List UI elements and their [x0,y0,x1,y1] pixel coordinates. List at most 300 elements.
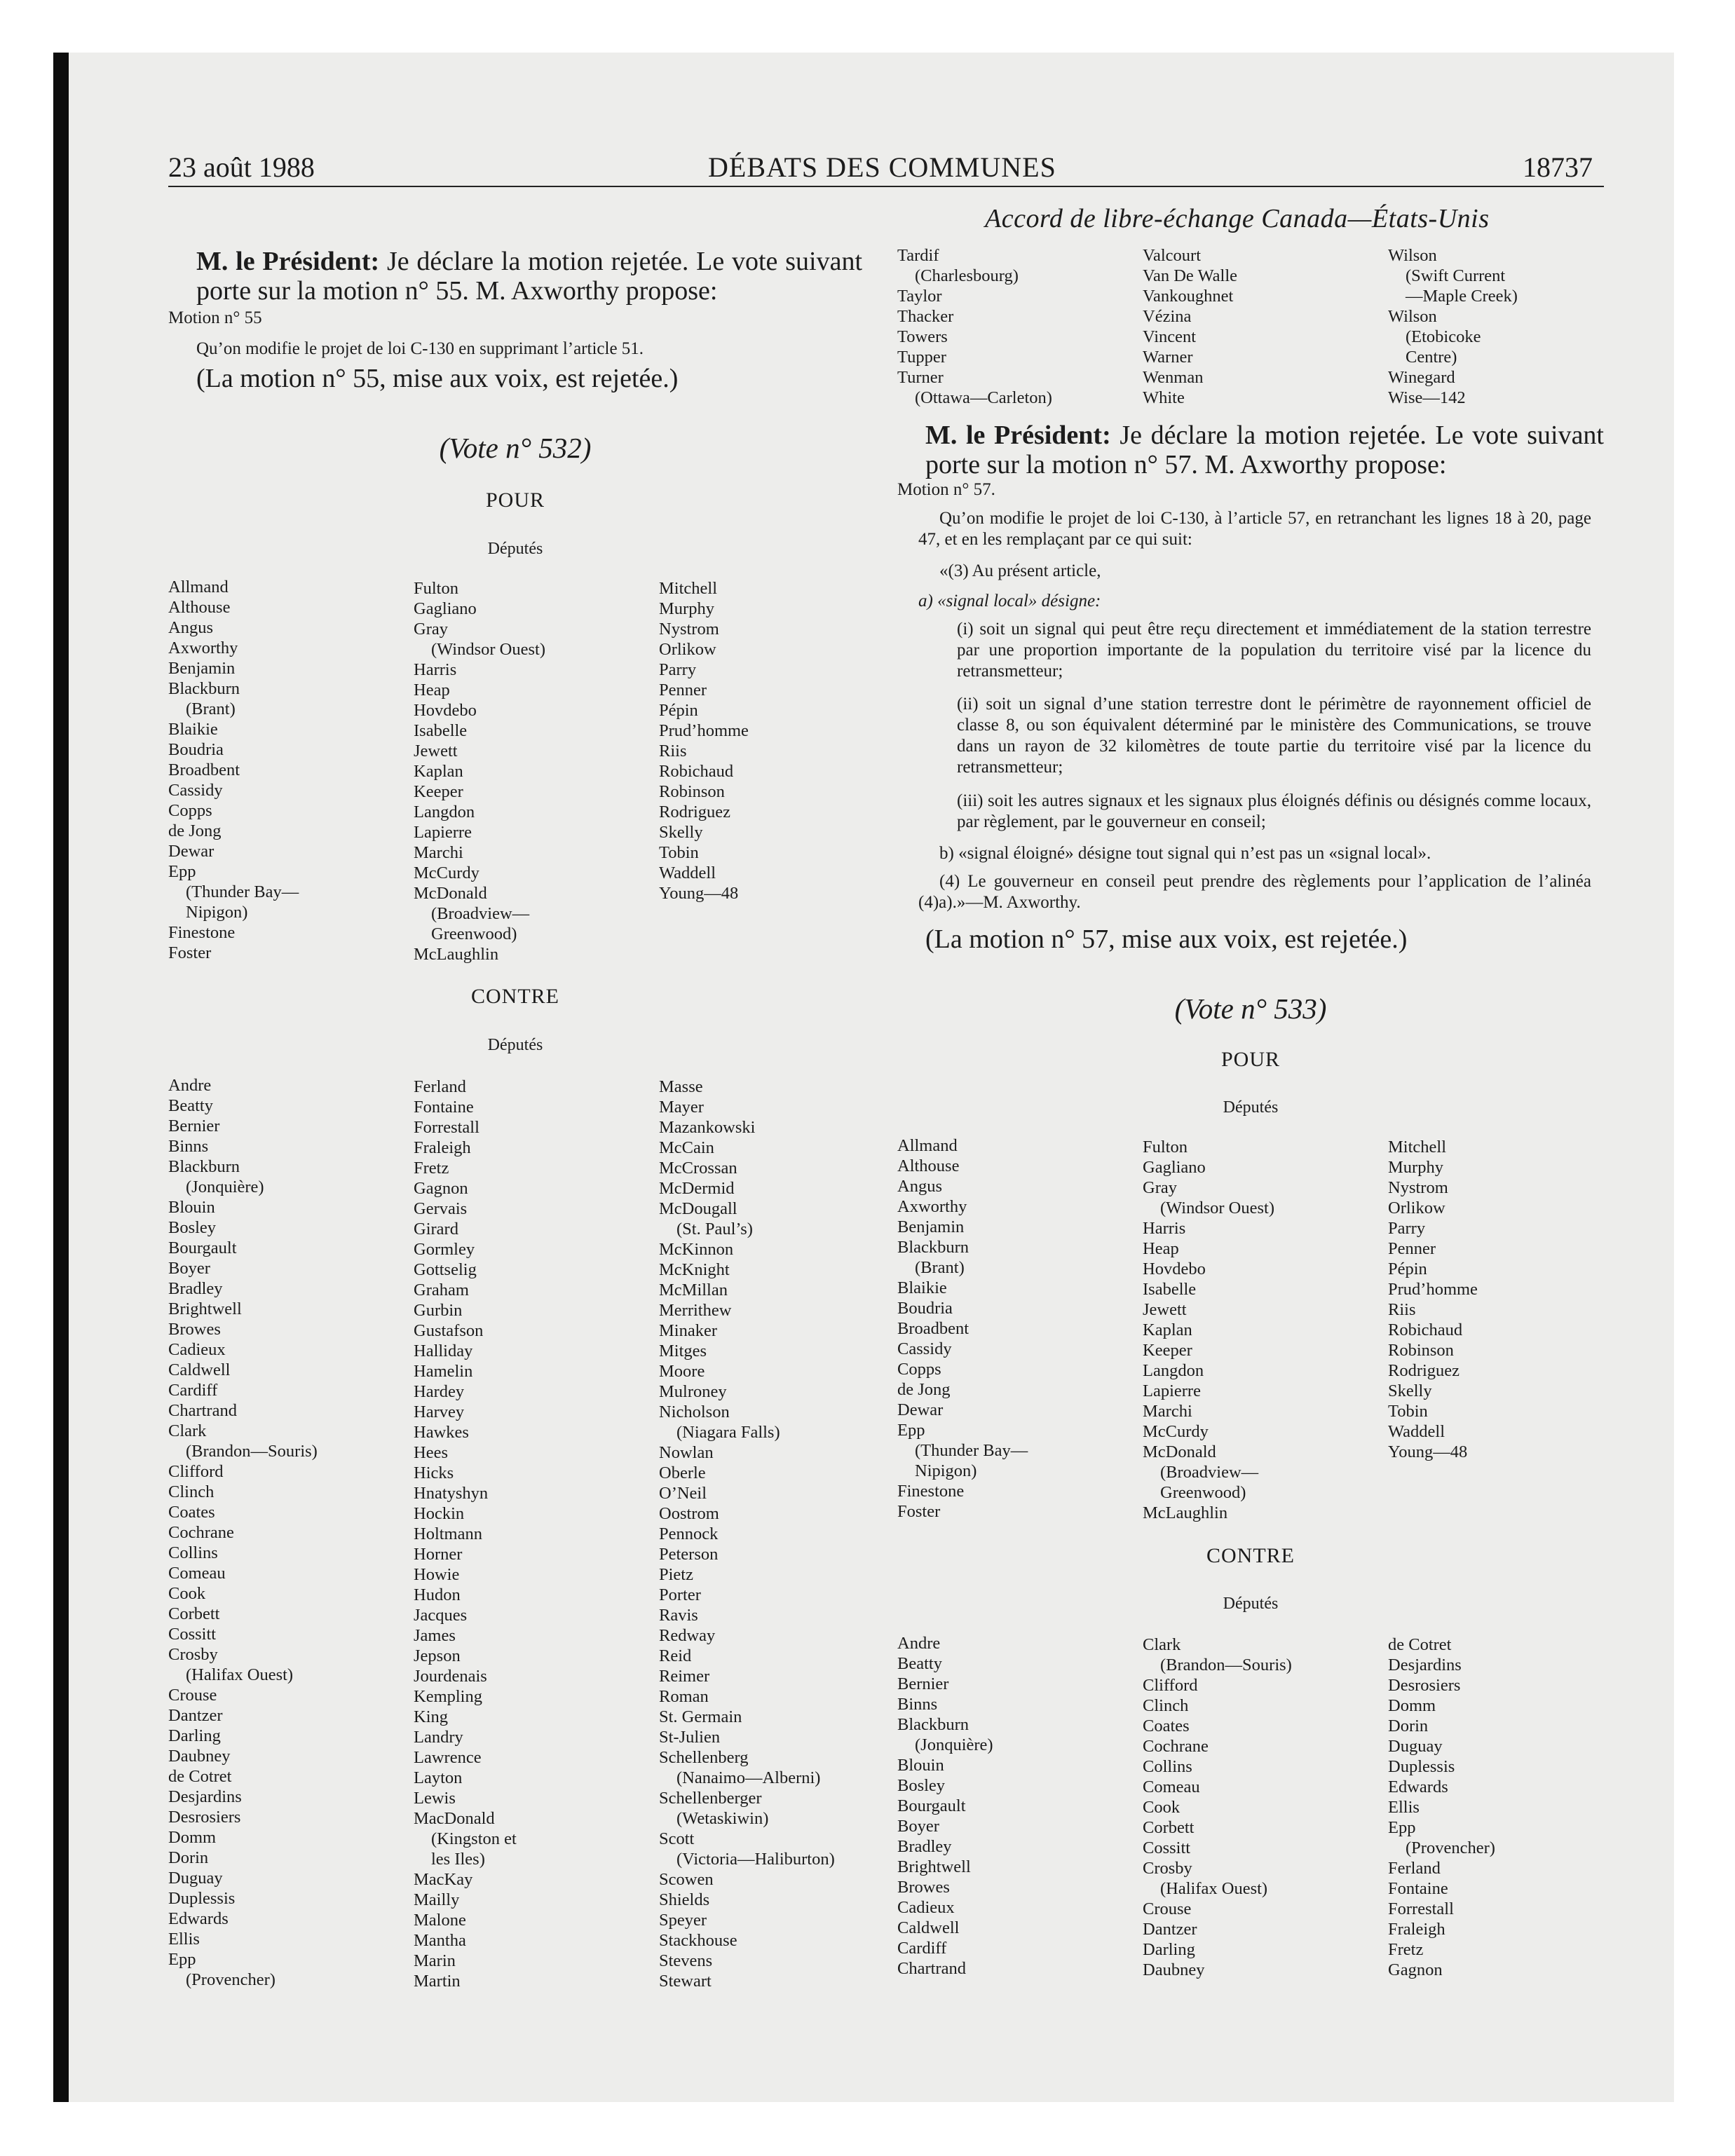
member-name: Hockin [414,1504,465,1523]
member-name: Edwards [1388,1778,1448,1796]
member-name: de Jong [168,821,222,840]
member-name: Heap [414,681,450,700]
member-name: Bradley [897,1837,952,1856]
member-name: Hardey [414,1382,465,1401]
member-name: (Swift Current [1406,266,1506,285]
member-name: Graham [414,1281,469,1299]
member-name: (Halifax Ouest) [186,1665,294,1684]
member-name: Isabelle [414,721,468,740]
member-name: Greenwood) [431,925,517,943]
member-name: Porter [659,1585,701,1604]
member-name: Browes [897,1878,950,1897]
motion-result: (La motion n° 55, mise aux voix, est rejetée.) [196,364,679,393]
deputes-heading: Députés [1223,1098,1279,1117]
member-name: Gray [414,620,448,639]
member-name: Hudon [414,1585,461,1604]
member-name: Van De Walle [1143,266,1238,285]
member-name: Foster [168,943,212,962]
member-name: Duplessis [168,1889,236,1908]
member-name: Cassidy [168,781,223,800]
pour-heading: POUR [485,489,545,512]
member-name: Marchi [1143,1402,1192,1421]
member-name: Blaikie [168,720,218,739]
member-name: Pépin [1388,1260,1427,1278]
pour-heading: POUR [1220,1048,1281,1071]
member-name: Gormley [414,1240,475,1259]
member-name: Stevens [659,1951,713,1970]
member-name: Riis [1388,1300,1416,1319]
member-name: Bosley [897,1776,946,1795]
member-name: Marin [414,1951,456,1970]
member-name: Finestone [897,1482,965,1501]
member-name: Layton [414,1768,463,1787]
member-name: Fretz [1388,1940,1424,1959]
member-name: Cook [1143,1798,1181,1817]
member-name: Robinson [1388,1341,1454,1360]
member-name: (Brandon—Souris) [186,1442,318,1461]
member-name: O’Neil [659,1484,707,1503]
member-name: Reid [659,1646,692,1665]
member-name: Comeau [1143,1778,1200,1796]
member-name: Ravis [659,1606,698,1625]
deputes-heading: Députés [1223,1595,1279,1613]
member-name: (Windsor Ouest) [431,640,545,659]
member-name: Benjamin [897,1217,965,1236]
member-name: Clinch [168,1482,215,1501]
member-name: Redway [659,1626,716,1645]
member-name: Skelly [659,823,703,842]
member-name: Blackburn [168,1157,240,1176]
member-name: Boyer [168,1259,210,1278]
member-name: Robichaud [659,762,734,781]
member-name: McCurdy [414,864,479,882]
member-name: Dewar [168,842,215,861]
member-name: Robichaud [1388,1321,1463,1339]
member-name: Benjamin [168,659,236,678]
member-name: Parry [1388,1219,1426,1238]
member-name: Bernier [897,1674,949,1693]
member-name: Harris [1143,1219,1186,1238]
member-name: Vankoughnet [1143,287,1234,306]
member-name: McLaughlin [1143,1503,1228,1522]
vote-532-pour-col-1 [168,577,299,963]
vote-532-contre-col-2 [414,1077,517,1991]
member-name: Chartrand [168,1401,237,1420]
member-name: Reimer [659,1667,710,1686]
member-name: Daubney [168,1747,231,1766]
member-name: Blaikie [897,1278,947,1297]
member-name: Keeper [1143,1341,1192,1360]
motion-text: b) «signal éloigné» désigne tout signal qui n’est pas un «signal local». [939,844,1431,863]
member-name: Althouse [897,1157,960,1175]
member-name: Hees [414,1443,448,1462]
member-name: Turner [897,368,944,387]
member-name: Jourdenais [414,1667,487,1686]
member-name: Dantzer [168,1706,223,1725]
speaker-paragraph-right [925,421,1604,479]
member-name: (Niagara Falls) [676,1423,780,1442]
motion-result: (La motion n° 57, mise aux voix, est rejetée.) [925,925,1408,954]
vote-532-pour-col-3 [659,578,749,903]
member-name: Jepson [414,1646,461,1665]
speaker-name: M. le Président: [196,247,380,276]
member-name: James [414,1626,456,1645]
member-name: Blackburn [897,1238,969,1257]
member-name: Tupper [897,348,946,367]
member-name: de Cotret [1388,1635,1452,1654]
member-name: (Brant) [915,1258,965,1277]
member-name: Hnatyshyn [414,1484,489,1503]
member-name: McKinnon [659,1240,734,1259]
member-name: Allmand [168,578,229,596]
member-name: McDougall [659,1199,737,1218]
speaker-text: Je déclare la motion rejetée. Le vote suivant porte sur la motion n° 55. M. Axworthy propose: [196,247,862,306]
member-name: Cossitt [168,1625,217,1644]
member-name: (Provencher) [186,1970,275,1989]
member-name: Althouse [168,598,231,617]
member-name: Wilson [1388,246,1437,265]
member-name: Tobin [1388,1402,1428,1421]
member-name: Vézina [1143,307,1192,326]
member-name: Parry [659,660,697,679]
member-name: Fulton [1143,1138,1188,1157]
member-name: Mitchell [659,579,718,598]
member-name: King [414,1707,448,1726]
motion-text: (iii) soit les autres signaux et les signaux plus éloignés définis ou désignés comme locaux, par règlement, par le gouverneur en conseil; [957,791,1591,831]
header-date: 23 août 1988 [168,151,315,183]
member-name: Brightwell [168,1299,242,1318]
vote-532-contre-col-3 [659,1077,835,1991]
member-name: Gottselig [414,1260,477,1279]
motion-text: Qu’on modifie le projet de loi C-130 en supprimant l’article 51. [196,339,644,358]
motion-text: Qu’on modifie le projet de loi C-130, à l’article 57, en retranchant les lignes 18 à 20, page 47, et en les remplaçant par ce qui suit: [918,509,1591,549]
member-name: Gagliano [414,599,477,618]
member-name: Girard [414,1220,458,1239]
member-name: Cochrane [1143,1737,1209,1756]
member-name: Mailly [414,1890,460,1909]
member-name: Hicks [414,1464,454,1482]
member-name: Greenwood) [1160,1483,1246,1502]
deputes-heading: Députés [487,540,543,558]
member-name: St. Germain [659,1707,742,1726]
member-name: Broadbent [897,1319,969,1338]
member-name: Binns [168,1137,209,1156]
member-name: Clark [1143,1635,1181,1654]
member-name: (St. Paul’s) [676,1220,753,1239]
member-name: Nipigon) [186,903,248,922]
member-name: Pietz [659,1565,693,1584]
member-name: Halliday [414,1342,473,1360]
member-name: Fraleigh [414,1138,471,1157]
member-name: Cardiff [897,1939,947,1958]
member-name: Crosby [168,1645,218,1664]
motion-text: «(3) Au présent article, [939,561,1101,580]
member-name: Stackhouse [659,1931,737,1950]
member-name: Oberle [659,1464,706,1482]
vote-number: (Vote n° 533) [1174,992,1327,1025]
member-name: Ferland [1388,1859,1441,1878]
member-name: Lapierre [414,823,472,842]
member-name: Mulroney [659,1382,727,1401]
member-name: Roman [659,1687,709,1706]
member-name: Waddell [659,864,716,882]
member-name: Mitchell [1388,1138,1447,1157]
member-name: Ellis [1388,1798,1420,1817]
member-name: Centre) [1406,348,1457,367]
member-name: Wise—142 [1388,388,1466,407]
member-name: (Jonquière) [186,1178,264,1196]
member-name: Gagnon [1388,1960,1443,1979]
member-name: Forrestall [1388,1899,1454,1918]
member-name: Gagnon [414,1179,468,1198]
member-name: McKnight [659,1260,730,1279]
member-name: Axworthy [168,639,238,657]
member-name: MacDonald [414,1809,495,1828]
member-name: Darling [168,1726,221,1745]
member-name: Copps [168,801,212,820]
member-name: Coates [168,1503,215,1522]
member-name: —Maple Creek) [1406,287,1518,306]
member-name: Tardif [897,246,939,265]
vote-532-pour-col-2 [414,578,545,964]
member-name: Langdon [414,803,475,821]
member-name: Brightwell [897,1857,971,1876]
member-name: Epp [168,1950,196,1969]
member-name: Harris [414,660,457,679]
member-name: Nipigon) [915,1461,977,1480]
member-name: Martin [414,1972,461,1991]
member-name: (Windsor Ouest) [1160,1199,1274,1217]
member-name: Malone [414,1911,466,1930]
speaker-paragraph-left [196,247,862,306]
member-name: Mazankowski [659,1118,756,1137]
member-name: Harvey [414,1403,465,1421]
contre-cont-col-2 [1143,245,1237,408]
member-name: St-Julien [659,1728,721,1747]
member-name: Lewis [414,1789,456,1808]
member-name: Bradley [168,1279,223,1298]
member-name: Binns [897,1695,938,1714]
member-name: (Etobicoke [1406,327,1481,346]
member-name: de Cotret [168,1767,232,1786]
vote-533-contre-col-1 [897,1633,993,1979]
member-name: Epp [1388,1818,1416,1837]
member-name: Crosby [1143,1859,1192,1878]
vote-533-pour-col-2 [1143,1137,1274,1523]
member-name: Clifford [1143,1676,1198,1695]
member-name: Holtmann [414,1524,482,1543]
member-name: Thacker [897,307,954,326]
member-name: (Brandon—Souris) [1160,1656,1292,1674]
member-name: Mitges [659,1342,707,1360]
member-name: Comeau [168,1564,226,1583]
member-name: Bourgault [168,1239,237,1257]
member-name: White [1143,388,1185,407]
member-name: McDermid [659,1179,735,1198]
member-name: McCain [659,1138,714,1157]
member-name: Wenman [1143,368,1204,387]
member-name: Rodriguez [659,803,731,821]
motion-text: a) «signal local» désigne: [918,592,1101,610]
member-name: Mantha [414,1931,466,1950]
member-name: Jewett [1143,1300,1187,1319]
motion-text: (ii) soit un signal d’une station terrestre dont le périmètre de rayonnement officiel de classe 8, ou son équivalent déterminé par le ministère des Communications, se trouve dans un rayon de 32 kilomètres de toute partie du territoire visé par la licence du retransmetteur; [957,695,1591,777]
member-name: Schellenberger [659,1789,762,1808]
member-name: McMillan [659,1281,728,1299]
member-name: Speyer [659,1911,707,1930]
member-name: Finestone [168,923,236,942]
member-name: Gurbin [414,1301,463,1320]
member-name: Stewart [659,1972,712,1991]
running-head: Accord de libre-échange Canada—États-Unis [985,204,1490,233]
member-name: Domm [1388,1696,1436,1715]
member-name: Caldwell [168,1360,231,1379]
member-name: Blouin [168,1198,215,1217]
member-name: Murphy [659,599,714,618]
member-name: Clinch [1143,1696,1189,1715]
member-name: Duguay [168,1869,223,1888]
member-name: Domm [168,1828,217,1847]
member-name: Kaplan [414,762,463,781]
member-name: Ferland [414,1077,466,1096]
member-name: Foster [897,1502,941,1521]
member-name: Chartrand [897,1959,966,1978]
member-name: Landry [414,1728,463,1747]
member-name: Vincent [1143,327,1197,346]
vote-533-pour-col-3 [1388,1137,1478,1462]
member-name: MacKay [414,1870,473,1889]
header-page-number: 18737 [1523,151,1593,183]
member-name: Shields [659,1890,710,1909]
member-name: Gustafson [414,1321,484,1340]
member-name: Crouse [1143,1899,1192,1918]
member-name: Towers [897,327,948,346]
motion-label: Motion n° 55 [168,308,262,327]
member-name: (Kingston et [431,1829,517,1848]
member-name: Kaplan [1143,1321,1192,1339]
member-name: Orlikow [1388,1199,1445,1217]
member-name: Hamelin [414,1362,473,1381]
member-name: (Provencher) [1406,1838,1495,1857]
member-name: Rodriguez [1388,1361,1460,1380]
member-name: (Thunder Bay— [915,1441,1028,1460]
member-name: Prud’homme [1388,1280,1478,1299]
member-name: de Jong [897,1380,951,1399]
member-name: Marchi [414,843,463,862]
member-name: Broadbent [168,760,240,779]
contre-cont-col-1 [897,245,1052,408]
member-name: Boudria [168,740,224,759]
member-name: Darling [1143,1940,1195,1959]
member-name: Angus [168,618,213,637]
member-name: McDonald [414,884,487,903]
contre-heading: CONTRE [471,985,559,1008]
member-name: McCurdy [1143,1422,1209,1441]
member-name: Scowen [659,1870,714,1889]
member-name: Young—48 [659,884,739,903]
member-name: Gagliano [1143,1158,1206,1177]
motion-text: (i) soit un signal qui peut être reçu directement et immédiatement de la station terrestre par une proportion importante de la population du territoire visé par la licence du retransmetteur; [957,620,1591,681]
member-name: Hawkes [414,1423,469,1442]
member-name: Lapierre [1143,1381,1201,1400]
member-name: Waddell [1388,1422,1445,1441]
member-name: Dewar [897,1400,944,1419]
member-name: Murphy [1388,1158,1443,1177]
member-name: Jewett [414,742,458,760]
member-name: Tobin [659,843,699,862]
member-name: Skelly [1388,1381,1432,1400]
member-name: (Brant) [186,700,236,718]
member-name: Nicholson [659,1403,730,1421]
member-name: Fretz [414,1159,449,1178]
member-name: Langdon [1143,1361,1204,1380]
motion-text: (4) Le gouverneur en conseil peut prendre des règlements pour l’application de l’alinéa (4)a).»—M. Axworthy. [918,872,1591,912]
member-name: (Nanaimo—Alberni) [676,1768,821,1787]
member-name: Warner [1143,348,1193,367]
member-name: Browes [168,1320,221,1339]
member-name: Andre [168,1076,212,1095]
vote-number: (Vote n° 532) [439,432,592,464]
member-name: (Jonquière) [915,1735,993,1754]
member-name: McLaughlin [414,945,499,964]
member-name: Daubney [1143,1960,1205,1979]
member-name: Prud’homme [659,721,749,740]
member-name: Forrestall [414,1118,479,1137]
member-name: Blackburn [897,1715,969,1734]
member-name: Bernier [168,1117,220,1135]
member-name: Caldwell [897,1918,960,1937]
member-name: Taylor [897,287,942,306]
member-name: (Wetaskiwin) [676,1809,769,1828]
member-name: Heap [1143,1239,1179,1258]
member-name: Bosley [168,1218,217,1237]
member-name: Cochrane [168,1523,234,1542]
member-name: Edwards [168,1909,229,1928]
vote-532-contre-col-1 [168,1075,318,1990]
member-name: Dorin [1388,1717,1429,1735]
member-name: Duguay [1388,1737,1443,1756]
member-name: Boudria [897,1299,953,1318]
member-name: Fraleigh [1388,1920,1445,1939]
member-name: Riis [659,742,687,760]
member-name: Corbett [1143,1818,1195,1837]
member-name: Blackburn [168,679,240,698]
header-title: DÉBATS DES COMMUNES [708,151,1056,183]
member-name: Bourgault [897,1796,966,1815]
member-name: Andre [897,1634,941,1653]
member-name: Cossitt [1143,1838,1191,1857]
vote-533-contre-col-2 [1143,1635,1292,1980]
member-name: Blouin [897,1756,944,1775]
vote-533-pour-col-1 [897,1135,1028,1522]
member-name: Crouse [168,1686,217,1705]
member-name: Coates [1143,1717,1190,1735]
member-name: Cassidy [897,1339,952,1358]
member-name: Collins [168,1543,218,1562]
member-name: Fontaine [1388,1879,1448,1898]
member-name: Cadieux [897,1898,955,1917]
member-name: Hovdebo [1143,1260,1206,1278]
member-name: Pennock [659,1524,719,1543]
member-name: Dantzer [1143,1920,1197,1939]
member-name: (Halifax Ouest) [1160,1879,1268,1898]
member-name: (Thunder Bay— [186,882,299,901]
vote-533-contre-col-3 [1388,1635,1495,1980]
member-name: Minaker [659,1321,717,1340]
member-name: Nowlan [659,1443,714,1462]
member-name: Nystrom [659,620,719,639]
member-name: Valcourt [1143,246,1201,265]
